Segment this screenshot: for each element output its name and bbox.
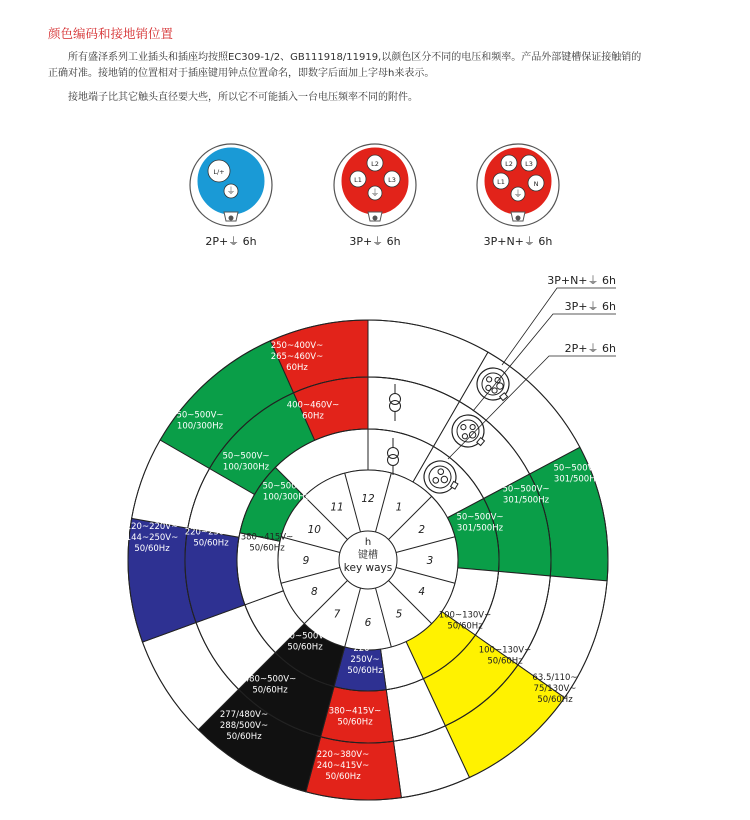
plug-faces <box>190 144 559 248</box>
pin-label: L1 <box>497 178 505 186</box>
plug-face-1 <box>190 144 272 226</box>
pin-label: L1 <box>354 176 362 184</box>
seg-black-outer-line-1: 277/480V~ <box>219 710 269 720</box>
pin-label: L/+ <box>213 168 225 176</box>
earth-pin-symbol: ⏚ <box>226 187 236 197</box>
hour-label-4: 4 <box>418 586 426 598</box>
plug-caption-1: 2P+⏚ 6h <box>205 235 257 248</box>
seg-blue-outer-line-2: 144~250V~ <box>125 533 179 543</box>
seg-250-400v-line-3: 60Hz <box>286 363 308 373</box>
seg-green-outer-left-line-1: 50~500V~ <box>176 410 224 421</box>
seg-400-460v-line-2: 60Hz <box>302 411 324 422</box>
seg-red-6h-outer-line-3: 50/60Hz <box>325 772 361 782</box>
seg-yellow-mid-line-1: 100~130V~ <box>478 645 532 656</box>
seg-red-6h-outer-line-1: 220~380V~ <box>316 750 370 760</box>
seg-yellow-mid-line-2: 50/60Hz <box>487 656 523 667</box>
seg-blue-mid-line-1: 220~250V~ <box>184 527 238 538</box>
center-h-label: h <box>364 537 372 548</box>
seg-black-outer-line-2: 288/500V~ <box>219 721 269 731</box>
seg-green-mid-left-line-2: 100/300Hz <box>222 462 270 473</box>
keyway-wheel <box>126 320 608 800</box>
hour-label-1: 1 <box>395 501 403 514</box>
plug-face-2 <box>334 144 416 226</box>
seg-black-inner-line-2: 50/60Hz <box>287 642 323 653</box>
seg-yellow-outer-line-2: 75/130V~ <box>533 684 577 694</box>
plug-caption-2: 3P+⏚ 6h <box>349 235 401 248</box>
callout-label-3: 2P+⏚ 6h <box>564 342 616 355</box>
seg-400-460v-line-1: 400~460V~ <box>286 400 340 411</box>
seg-green-mid-right-line-1: 50~500V~ <box>502 484 550 495</box>
section-title: 颜色编码和接地销位置 <box>48 26 174 41</box>
seg-380-415v-9h-line-2: 50/60Hz <box>249 543 285 554</box>
seg-blue-mid-line-2: 50/60Hz <box>193 538 229 549</box>
seg-green-outer-left-line-2: 100/300Hz <box>176 421 224 432</box>
hour-label-6: 6 <box>364 617 372 629</box>
hour-label-11: 11 <box>330 501 344 514</box>
seg-red-6h-mid-line-2: 50/60Hz <box>337 717 373 728</box>
hour-label-5: 5 <box>395 608 403 621</box>
seg-yellow-outer-line-3: 50/60Hz <box>537 695 573 705</box>
hour-label-9: 9 <box>302 555 310 567</box>
hour-label-8: 8 <box>310 586 318 598</box>
intro-line-1: 所有盛泽系列工业插头和插座均按照EC309-1/2、GB111918/11919,以颜色区分不同的电压和频率。产品外部键槽保证接触销的 <box>68 52 642 63</box>
seg-green-inner-right-line-2: 301/500Hz <box>456 523 504 534</box>
seg-green-outer-right-line-1: 50~500V~ <box>553 463 601 474</box>
hour-label-2: 2 <box>418 524 426 536</box>
seg-380-415v-9h-line-1: 380~415V~ <box>240 532 294 543</box>
seg-green-inner-left-line-1: 50~500V~ <box>262 481 310 492</box>
hour-label-12: 12 <box>361 493 375 505</box>
earth-pin-symbol: ⏚ <box>370 189 380 199</box>
earth-paragraph: 接地端子比其它触头直径要大些，所以它不可能插入一台电压频率不同的附件。 <box>68 92 418 103</box>
seg-red-6h-mid-line-1: 380~415V~ <box>328 706 382 717</box>
seg-black-mid-line-2: 50/60Hz <box>252 685 288 696</box>
seg-black-mid-line-1: 480~500V~ <box>243 674 297 685</box>
pin-label: N <box>533 180 539 188</box>
seg-blue-6h-line-1: 220~ <box>353 644 377 654</box>
seg-green-mid-right-line-2: 301/500Hz <box>502 495 550 506</box>
hour-label-7: 7 <box>333 608 341 621</box>
seg-red-6h-outer-line-2: 240~415V~ <box>316 761 370 771</box>
plug-caption-3: 3P+N+⏚ 6h <box>483 235 553 248</box>
earth-pin-symbol: ⏚ <box>513 190 523 200</box>
plug-insert <box>198 148 264 214</box>
seg-yellow-inner-line-1: 100~130V~ <box>438 610 492 621</box>
center-en-label: key ways <box>343 562 393 574</box>
hour-label-3: 3 <box>426 555 434 567</box>
seg-blue-outer-line-3: 50/60Hz <box>134 544 170 554</box>
seg-yellow-outer-line-1: 63.5/110~ <box>532 673 578 683</box>
seg-green-inner-left-line-2: 100/300Hz <box>262 492 310 503</box>
seg-yellow-inner-line-2: 50/60Hz <box>447 621 483 632</box>
seg-250-400v-line-2: 265~460V~ <box>270 352 324 362</box>
seg-green-outer-right-line-2: 301/500Hz <box>553 474 601 485</box>
callout-label-1: 3P+N+⏚ 6h <box>547 274 616 287</box>
pin-label: L2 <box>371 160 379 168</box>
seg-blue-6h-line-3: 50/60Hz <box>347 666 383 676</box>
hour-label-10: 10 <box>307 524 321 536</box>
pin-label: L3 <box>388 176 396 184</box>
pin-label: L2 <box>505 160 513 168</box>
seg-blue-outer-line-1: 120~220V~ <box>125 522 179 532</box>
seg-green-mid-left-line-1: 50~500V~ <box>222 451 270 462</box>
seg-black-outer-line-3: 50/60Hz <box>226 732 262 742</box>
seg-blue-6h-line-2: 250V~ <box>350 655 380 665</box>
pin-label: L3 <box>525 160 533 168</box>
plug-face-3 <box>477 144 559 226</box>
seg-black-inner-line-1: 480~500V~ <box>278 631 332 642</box>
intro-line-2: 正确对准。接地销的位置相对于插座键用钟点位置命名，即数字后面加上字母h来表示。 <box>48 68 435 79</box>
center-cn-label: 键槽 <box>358 550 378 561</box>
seg-250-400v-line-1: 250~400V~ <box>270 341 324 351</box>
callout-label-2: 3P+⏚ 6h <box>564 300 616 313</box>
seg-green-inner-right-line-1: 50~500V~ <box>456 512 504 523</box>
